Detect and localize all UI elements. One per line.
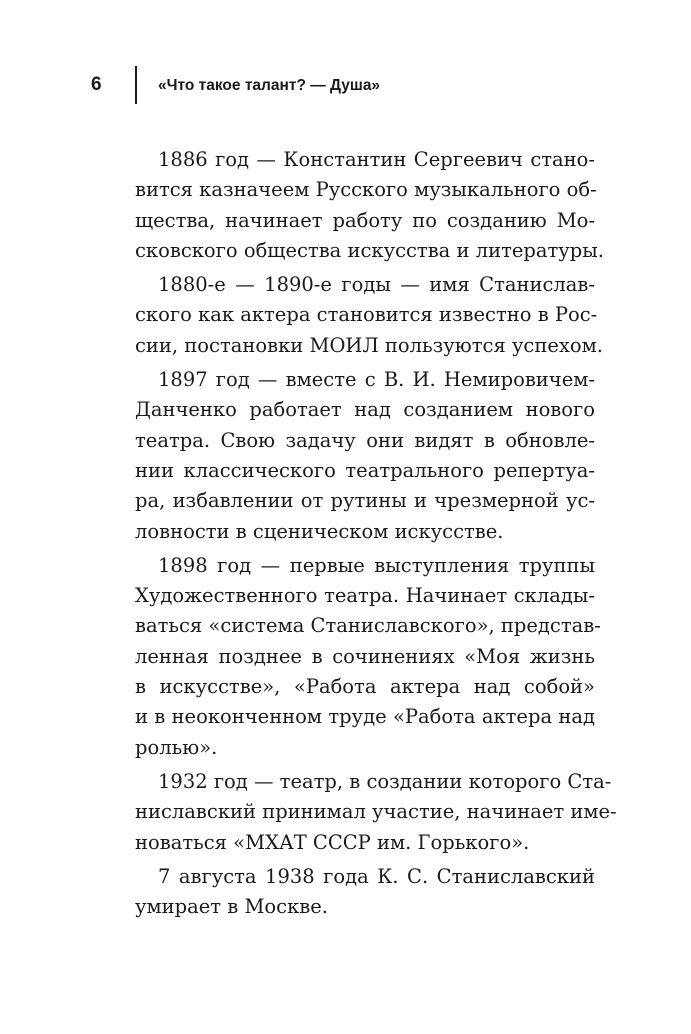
text-line: 7 августа 1938 года К. С. Станиславский bbox=[158, 864, 595, 888]
text-line: в искусстве», «Работа актера над собой» bbox=[135, 675, 595, 699]
paragraph bbox=[135, 145, 604, 266]
page-number: 6 bbox=[91, 74, 102, 95]
text-line: ского как актера становится известно в Рос- bbox=[135, 303, 598, 327]
header-divider bbox=[135, 66, 137, 104]
text-line: театра. Свою задачу они видят в обновле- bbox=[135, 428, 595, 452]
text-line: щества, начинает работу по созданию Мо- bbox=[135, 208, 595, 232]
text-line: 1897 год — вместе с В. И. Немировичем- bbox=[158, 368, 595, 392]
paragraph bbox=[135, 767, 617, 858]
text-line: сковского общества искусства и литературы. bbox=[135, 238, 604, 262]
text-line: Данченко работает над созданием нового bbox=[135, 398, 595, 422]
running-title: «Что такое талант? — Душа» bbox=[158, 77, 381, 94]
text-line: Художественного театра. Начинает склады- bbox=[135, 584, 595, 608]
paragraph bbox=[135, 862, 595, 923]
text-line: сии, постановки МОИЛ пользуются успехом. bbox=[135, 333, 603, 357]
paragraph bbox=[135, 270, 603, 361]
text-line: 1886 год — Константин Сергеевич стано- bbox=[158, 148, 595, 171]
text-line: ролью». bbox=[135, 735, 218, 759]
text-line: ра, избавлении от рутины и чрезмерной ус- bbox=[135, 489, 595, 513]
paragraph bbox=[135, 551, 601, 763]
running-header bbox=[0, 66, 691, 106]
text-line: нии классического театрального репертуа- bbox=[135, 458, 595, 482]
text-line: 1880-е — 1890-е годы — имя Станислав- bbox=[158, 273, 595, 297]
text-line: новаться «МХАТ СССР им. Горького». bbox=[135, 830, 530, 854]
text-line: вится казначеем Русского музыкального об- bbox=[135, 178, 597, 202]
text-line: 1932 год — театр, в создании которого Ста- bbox=[158, 769, 612, 793]
paragraph bbox=[135, 365, 595, 547]
text-line: ленная позднее в сочинениях «Моя жизнь bbox=[135, 644, 595, 668]
text-line: ниславский принимал участие, начинает име- bbox=[135, 800, 617, 824]
text-line: 1898 год — первые выступления труппы bbox=[158, 553, 595, 577]
body-text bbox=[135, 145, 617, 926]
text-line: умирает в Москве. bbox=[135, 895, 328, 919]
text-line: ловности в сценическом искусстве. bbox=[135, 519, 504, 543]
text-line: и в неоконченном труде «Работа актера над bbox=[135, 705, 595, 729]
text-line: ваться «система Станиславского», представ- bbox=[135, 614, 601, 638]
